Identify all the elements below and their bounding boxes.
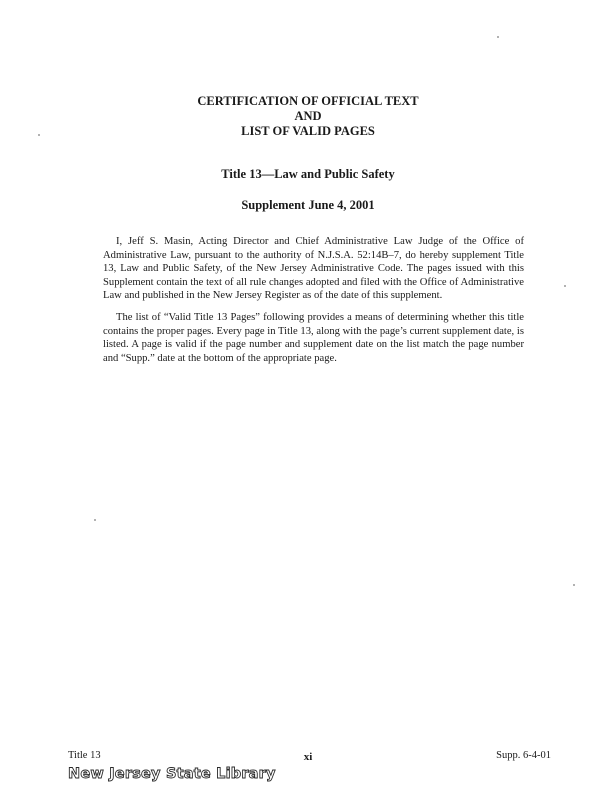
scan-speck [94,519,96,521]
footer-title: Title 13 [68,750,101,761]
title-heading: Title 13—Law and Public Safety [221,167,395,181]
scan-speck [38,134,40,136]
page-number: xi [303,751,313,763]
scan-speck [573,584,575,586]
library-watermark: New Jersey State Library [68,766,276,782]
certification-heading [0,94,616,139]
certification-line-2: AND [294,109,322,123]
certification-line-3: LIST OF VALID PAGES [241,124,375,138]
certification-paragraph: I, Jeff S. Masin, Acting Director and Chief Administrative Law Judge of the Office of Administrative Law, pursuant to the authority of N.J.S.A. 52:14B–7, do hereby supplement Title 13, Law and Public Safety, of the New Jersey Administrative Code. The pages issued with this Supplement contain the text of all rule changes adopted and filed with the Office of Administrative Law and published in the New Jersey Register as of the date of this supplement. [103,236,524,302]
supplement-heading: Supplement June 4, 2001 [241,198,375,212]
certification-line-1: CERTIFICATION OF OFFICIAL TEXT [197,94,419,108]
valid-pages-paragraph: The list of “Valid Title 13 Pages” following provides a means of determining whether this title contains the proper pages. Every page in Title 13, along with the page’s current supplement date, is listed. A page is valid if the page number and supplement date on the list match the page number and “Supp.” date at the bottom of the appropriate page. [103,312,524,364]
scan-speck [564,285,566,287]
scan-speck [497,36,499,38]
footer-supplement-date: Supp. 6-4-01 [496,750,551,761]
